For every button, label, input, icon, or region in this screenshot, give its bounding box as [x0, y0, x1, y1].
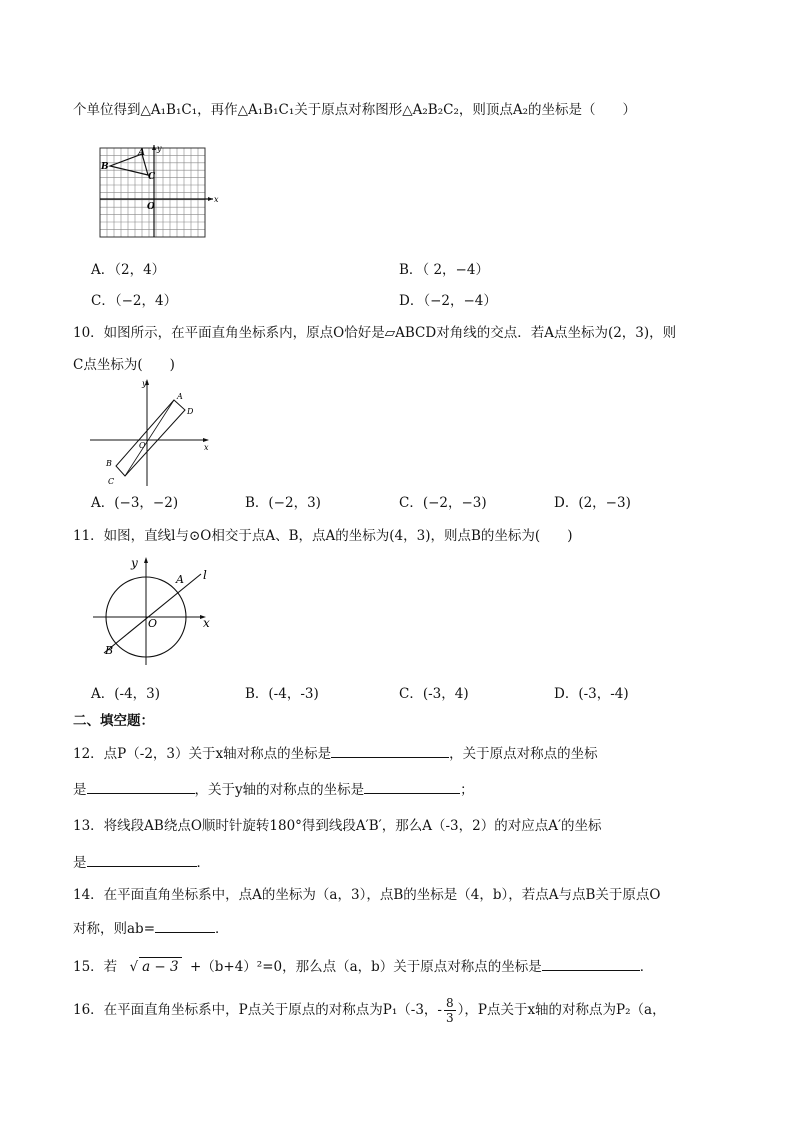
q10-option-d: D．(2，−3): [554, 495, 631, 511]
q11-stem: 11．如图，直线l与⊙O相交于点A、B，点A的坐标为(4，3)，则点B的坐标为( ): [73, 528, 573, 544]
q15-text-1: 15．若: [73, 959, 118, 975]
q10-stem-line1: 10．如图所示，在平面直角坐标系内，原点O恰好是▱ABCD对角线的交点．若A点坐标为(2，3)，则: [73, 325, 677, 341]
q15-text-3: ．: [639, 959, 654, 975]
q10-option-c: C．(−2，−3): [399, 495, 487, 511]
q9-label-a: A: [138, 148, 145, 158]
q14-text-b: ．: [215, 921, 229, 937]
q10-label-b: B: [106, 459, 112, 468]
q12-blank-origin[interactable]: [87, 779, 195, 794]
q9-option-b: B．（ 2，−4）: [399, 262, 489, 278]
q10-label-a: A: [177, 392, 183, 401]
q10-option-a: A．(−3，−2): [91, 495, 179, 511]
q10-stem-line2: C点坐标为( ): [73, 357, 175, 373]
q16-frac-den: 3: [445, 1011, 454, 1025]
q10-label-y: y: [142, 379, 147, 388]
q10-parallelogram-figure: [88, 378, 213, 488]
q10-label-o: O: [139, 441, 146, 450]
q14-line1: 14．在平面直角坐标系中，点A的坐标为（a，3），点B的坐标是（4，b），若点A与点B关于原点O: [73, 887, 661, 903]
q9-option-a: A．（2，4）: [91, 262, 166, 278]
q11-label-o: O: [148, 617, 158, 630]
q14-text-a: 对称，则ab=: [73, 921, 156, 937]
q11-label-b: B: [105, 644, 114, 657]
q16-text-1: 16．在平面直角坐标系中，P点关于原点的对称点为P₁（-3，-: [73, 1002, 442, 1018]
q16-line: [73, 994, 666, 1026]
q9-option-d: D．（−2，−4）: [399, 293, 497, 309]
q9-grid-figure: [95, 143, 220, 240]
q12-line2: [73, 779, 474, 799]
q11-label-y: y: [131, 556, 138, 570]
q11-label-a: A: [176, 573, 184, 586]
q10-label-x: x: [204, 443, 209, 452]
q11-circle-figure: [88, 553, 218, 668]
q15-text-2: +（b+4）²=0，那么点（a，b）关于原点对称点的坐标是: [189, 959, 542, 975]
q10-label-c: C: [108, 477, 115, 486]
q12-text-2: ，关于原点对称点的坐标: [449, 746, 598, 762]
q13-text-a: 是: [73, 855, 87, 871]
q9-label-x: x: [214, 195, 219, 204]
q9-label-c: C: [148, 172, 156, 182]
q12-blank-y-axis[interactable]: [364, 779, 460, 794]
section-fill-blank-heading: 二、填空题：: [73, 713, 154, 729]
q15-radicand: a − 3: [139, 957, 182, 976]
q11-option-c: C．(-3，4): [399, 686, 469, 702]
q11-label-l: l: [203, 568, 207, 582]
q16-fraction: [444, 996, 456, 1025]
q13-line1: 13．将线段AB绕点O顺时针旋转180°得到线段A′B′，那么A（-3，2）的对应点A′的坐标: [73, 818, 602, 834]
q14-blank[interactable]: [155, 918, 215, 933]
q12-text-4: ，关于y轴的对称点的坐标是: [194, 782, 365, 798]
q10-option-b: B．(−2，3): [245, 495, 321, 511]
q13-text-b: ．: [196, 855, 210, 871]
q11-option-d: D．(-3，-4): [554, 686, 629, 702]
q11-label-x: x: [203, 616, 210, 630]
q9-stem: 个单位得到△A₁B₁C₁，再作△A₁B₁C₁关于原点对称图形△A₂B₂C₂，则顶点A₂的坐标是（ ）: [73, 102, 637, 118]
q15-sqrt: √ a − 3: [129, 959, 181, 975]
q12-text-1: 12．点P（-2，3）关于x轴对称点的坐标是: [73, 746, 332, 762]
q12-text-3: 是: [73, 782, 87, 798]
q9-label-b: B: [101, 162, 109, 172]
q14-line2: [73, 918, 229, 938]
q9-option-c: C．（−2，4）: [91, 293, 178, 309]
q11-option-b: B．(-4，-3): [245, 686, 319, 702]
q13-blank[interactable]: [87, 852, 197, 867]
q9-label-y: y: [157, 144, 162, 153]
q12-text-5: ；: [460, 782, 474, 798]
q12-line1: [73, 743, 598, 763]
q15-blank[interactable]: [542, 956, 640, 971]
q16-frac-num: 8: [445, 996, 454, 1010]
q10-label-d: D: [187, 407, 194, 416]
q13-line2: [73, 852, 210, 872]
q11-option-a: A．(-4，3): [91, 686, 161, 702]
q9-label-o: O: [147, 202, 155, 212]
q12-blank-x-axis[interactable]: [331, 743, 449, 758]
q15-line: [73, 956, 653, 976]
q16-text-2: ），P点关于x轴的对称点为P₂（a，: [457, 1002, 666, 1018]
